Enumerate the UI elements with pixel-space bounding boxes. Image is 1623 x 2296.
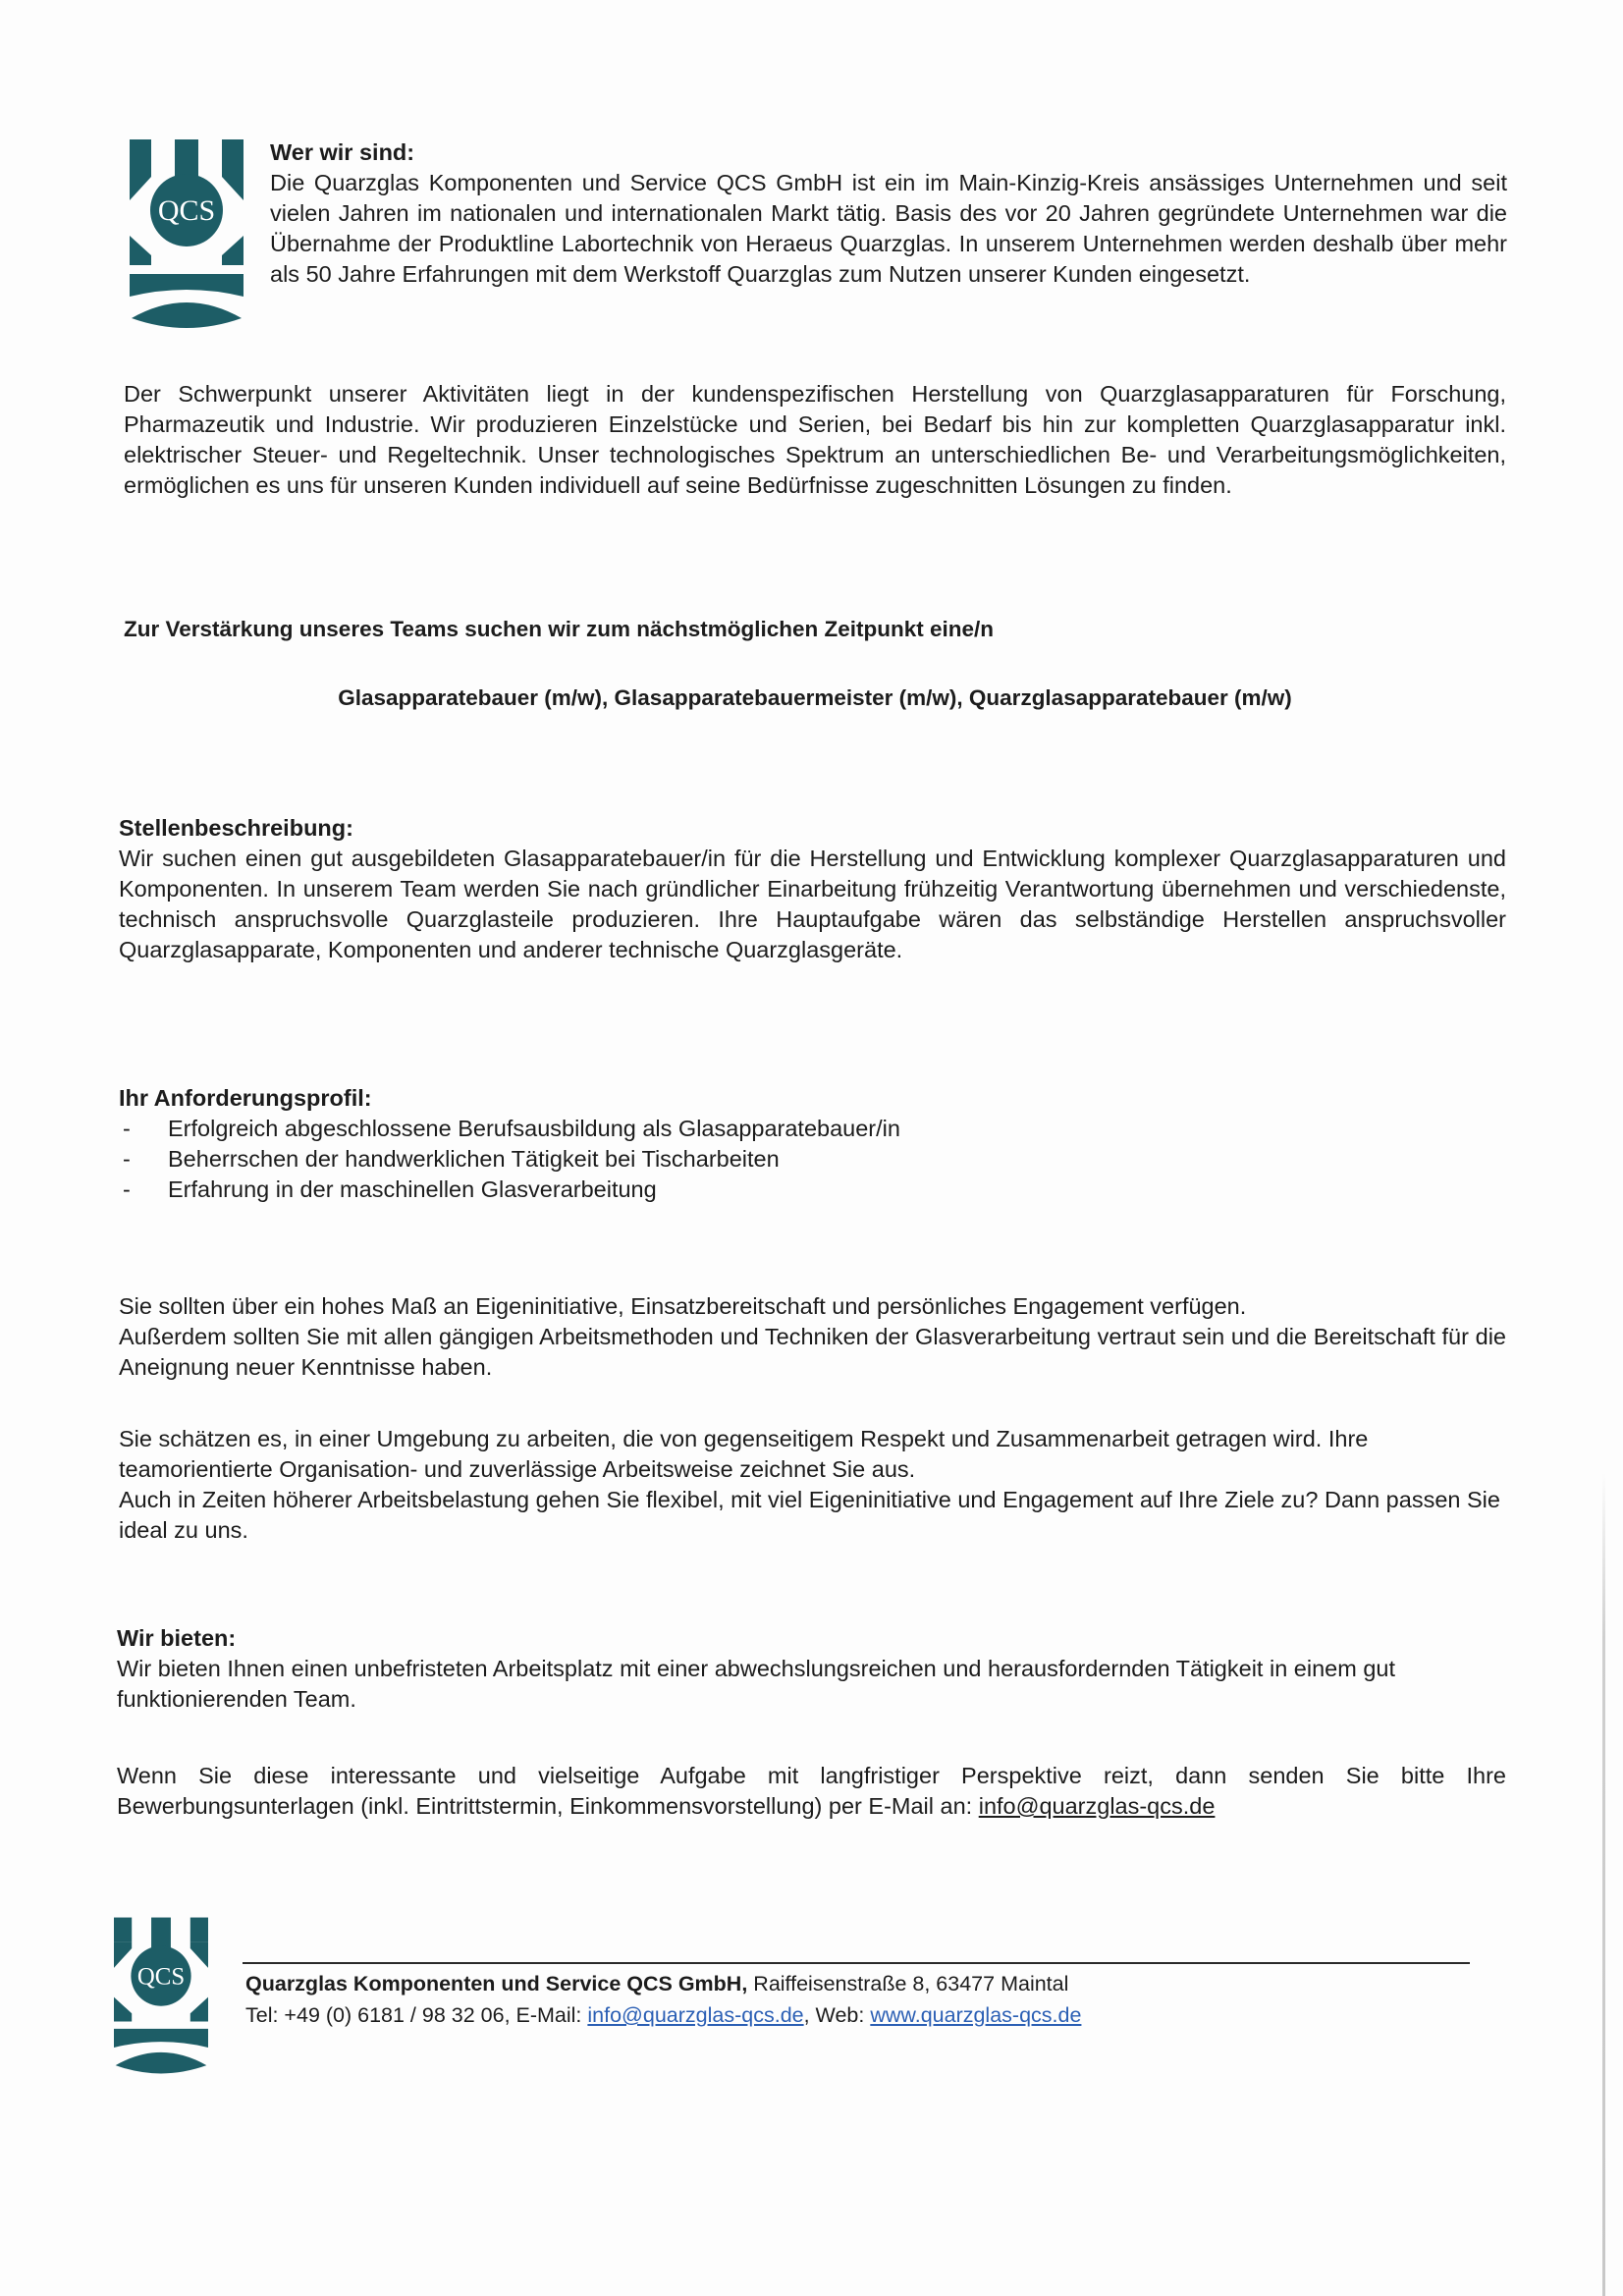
qcs-flask-logo-icon bbox=[114, 1917, 208, 2074]
bullet-dash: - bbox=[123, 1116, 131, 1141]
recruit-intro: Zur Verstärkung unseres Teams suchen wir zum nächstmöglichen Zeitpunkt eine/n bbox=[124, 617, 995, 641]
footer-tel: Tel: +49 (0) 6181 / 98 32 06, E-Mail: bbox=[245, 2003, 588, 2027]
requirement-text: Erfolgreich abgeschlossene Berufsausbildung als Glasapparatebauer/in bbox=[168, 1116, 900, 1141]
footer-address: Raiffeisenstraße 8, 63477 Maintal bbox=[747, 1972, 1069, 1995]
scan-edge-line bbox=[1602, 1473, 1605, 2296]
focus-paragraph: Der Schwerpunkt unserer Aktivitäten liegt in der kundenspezifischen Herstellung von Quarzglasapparaturen für Forschung, Pharmazeutik und Industrie. Wir produzieren Einzelstücke und Serien, bei Bedarf bis hin zur kompletten Quarzglasapparatur inkl. elektrischer Steuer- und Regeltechnik. Unser technologisches Spektrum an unterschiedlichen Be- und Verarbeitungsmöglichkeiten, ermöglichen es uns für unseren Kunden individuell auf seine Bedürfnisse zugeschnitten Lösungen zu finden. bbox=[124, 381, 1506, 498]
requirement-text: Erfahrung in der maschinellen Glasverarbeitung bbox=[168, 1176, 657, 1202]
list-item bbox=[119, 1114, 1506, 1144]
footer-web-label: , Web: bbox=[803, 2003, 871, 2027]
footer-logo bbox=[114, 1917, 208, 2074]
logo-text: QCS bbox=[136, 1963, 186, 1991]
job-description-heading: Stellenbeschreibung: bbox=[119, 815, 353, 841]
company-logo bbox=[130, 139, 243, 328]
bullet-dash: - bbox=[123, 1146, 131, 1172]
intro-text: Die Quarzglas Komponenten und Service QCS GmbH ist ein im Main-Kinzig-Kreis ansässiges Unternehmen und seit vielen Jahren im nationalen und internationalen Markt tätig. Basis des vor 20 Jahren gegründete Unternehmen war die Übernahme der Produktline Labortechnik von Heraeus Quarzglas. In unserem Unternehmen werden deshalb über mehr als 50 Jahre Erfahrungen mit dem Werkstoff Quarzglas zum Nutzen unserer Kunden eingesetzt. bbox=[270, 170, 1507, 287]
job-description-text: Wir suchen einen gut ausgebildeten Glasapparatebauer/in für die Herstellung und Entwicklung komplexer Quarzglasapparaturen und Komponenten. In unserem Team werden Sie nach gründlicher Einarbeitung frühzeitig Verantwortung übernehmen und verschiedenste, technisch anspruchsvolle Quarzglasteile produzieren. Ihre Hauptaufgabe wären das selbständige Herstellen anspruchsvoller Quarzglasapparate, Komponenten und anderer technische Quarzglasgeräte. bbox=[119, 846, 1506, 962]
requirements-heading: Ihr Anforderungsprofil: bbox=[119, 1085, 372, 1111]
environment-line-2: Auch in Zeiten höherer Arbeitsbelastung gehen Sie flexibel, mit viel Eigeninitiative und Engagement auf Ihre Ziele zu? Dann passen Sie ideal zu uns. bbox=[119, 1487, 1500, 1543]
footer-address-line bbox=[245, 1968, 1522, 1999]
intro-section bbox=[270, 137, 1507, 290]
footer-company-name: Quarzglas Komponenten und Service QCS GmbH, bbox=[245, 1972, 748, 1995]
qualities-line-2: Außerdem sollten Sie mit allen gängigen Arbeitsmethoden und Techniken der Glasverarbeitung vertraut sein und die Bereitschaft für die Aneignung neuer Kenntnisse haben. bbox=[119, 1324, 1506, 1380]
job-description-section bbox=[119, 813, 1506, 965]
apply-text: Wenn Sie diese interessante und vielseitige Aufgabe mit langfristiger Perspektive reizt, dann senden Sie bitte Ihre Bewerbungsunterlagen (inkl. Eintrittstermin, Einkommensvorstellung) per E-Mail an: bbox=[117, 1763, 1506, 1819]
open-positions: Glasapparatebauer (m/w), Glasapparatebauermeister (m/w), Quarzglasapparatebauer (m/w) bbox=[338, 685, 1292, 710]
offer-text: Wir bieten Ihnen einen unbefristeten Arbeitsplatz mit einer abwechslungsreichen und herausfordernden Tätigkeit in einem gut funktionierenden Team. bbox=[117, 1656, 1395, 1712]
footer-contact bbox=[245, 1968, 1522, 2031]
environment-line-1: Sie schätzen es, in einer Umgebung zu arbeiten, die von gegenseitigem Respekt und Zusammenarbeit getragen wird. Ihre teamorientierte Organisation- und zuverlässige Arbeitsweise zeichnet Sie aus. bbox=[119, 1426, 1369, 1482]
footer-divider bbox=[243, 1962, 1470, 1964]
requirements-section bbox=[119, 1083, 1506, 1205]
footer-web-link[interactable]: www.quarzglas-qcs.de bbox=[870, 2003, 1082, 2027]
qualities-line-1: Sie sollten über ein hohes Maß an Eigeninitiative, Einsatzbereitschaft und persönliches Engagement verfügen. bbox=[119, 1293, 1247, 1319]
bullet-dash: - bbox=[123, 1176, 131, 1202]
qcs-flask-logo-icon bbox=[130, 139, 243, 328]
list-item bbox=[119, 1175, 1506, 1205]
footer-contact-line bbox=[245, 1999, 1522, 2031]
logo-text: QCS bbox=[157, 194, 216, 227]
footer-email-link[interactable]: info@quarzglas-qcs.de bbox=[587, 2003, 804, 2027]
qualities-section bbox=[119, 1291, 1506, 1383]
list-item bbox=[119, 1144, 1506, 1175]
requirement-text: Beherrschen der handwerklichen Tätigkeit bei Tischarbeiten bbox=[168, 1146, 780, 1172]
offer-section bbox=[117, 1623, 1506, 1715]
environment-section bbox=[119, 1424, 1506, 1546]
intro-heading: Wer wir sind: bbox=[270, 139, 415, 165]
offer-heading: Wir bieten: bbox=[117, 1625, 237, 1651]
apply-email-link[interactable]: info@quarzglas-qcs.de bbox=[978, 1793, 1216, 1819]
requirements-list bbox=[119, 1114, 1506, 1205]
apply-paragraph bbox=[117, 1761, 1506, 1822]
